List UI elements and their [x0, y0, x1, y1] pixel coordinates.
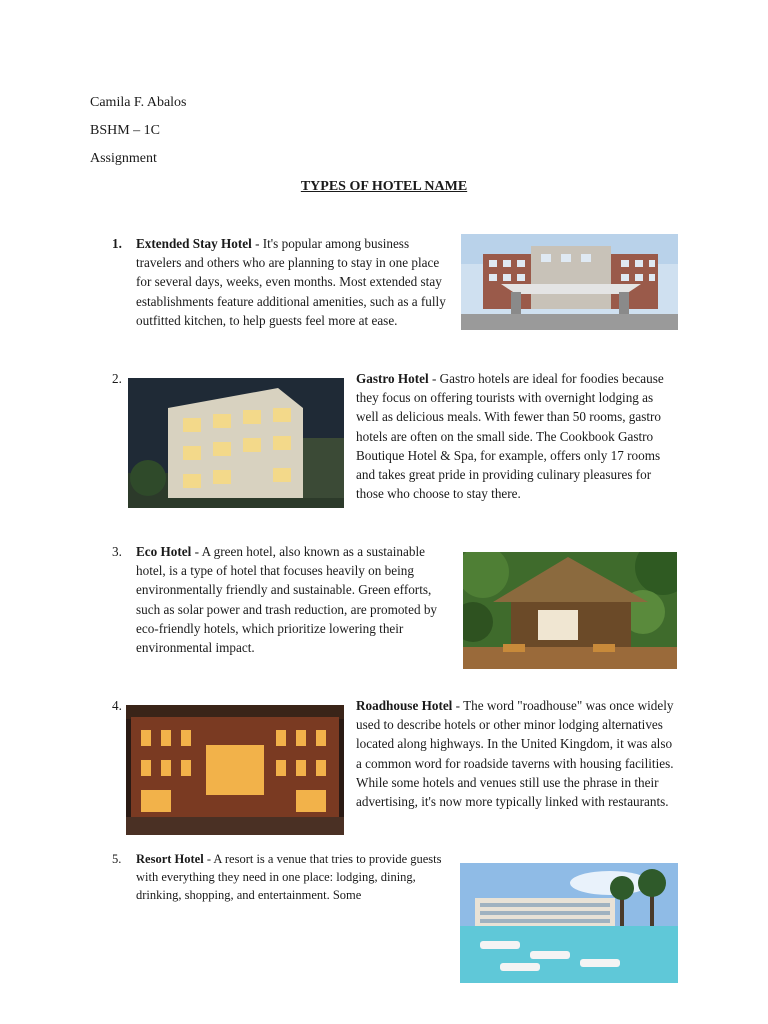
item-number: 1. [112, 236, 122, 251]
gastro-hotel-photo [128, 378, 344, 508]
item-eco [136, 542, 448, 657]
item-term: Roadhouse Hotel [356, 698, 453, 713]
item-description: - The word "roadhouse" was once widely used to describe hotels or other minor lodging alternatives located along highways. In the United Kingdom, it was also a common word for roadside taverns with housing facilities. While some hotels and venues still use the phrase in their advertising, it's now more typically linked with restaurants. [356, 698, 674, 810]
item-number: 4. [112, 698, 122, 713]
assignment-label: Assignment [90, 151, 157, 166]
item-description: - Gastro hotels are ideal for foodies because they focus on offering tourists with overnight lodging as well as delicious meals. With fewer than 50 rooms, gastro hotels are often on the small side. The Cookbook Gastro Boutique Hotel & Spa, for example, offers only 17 rooms and takes great pride in providing culinary pleasures for those who choose to stay there. [356, 371, 664, 502]
item-description: - A green hotel, also known as a sustainable hotel, is a type of hotel that focuses heavily on being environmentally friendly and sustainable. Green efforts, such as solar power and trash reduction, are promoted by eco-friendly hotels, which prioritize lowering their environmental impact. [136, 544, 438, 656]
item-term: Eco Hotel [136, 544, 192, 559]
class-section: BSHM – 1C [90, 123, 161, 138]
item-extended-stay [136, 234, 452, 330]
item-number: 2. [112, 371, 122, 386]
eco-hotel-photo [463, 552, 677, 669]
resort-hotel-photo [460, 863, 678, 983]
item-resort [136, 850, 444, 904]
roadhouse-hotel-photo [126, 705, 344, 835]
page-title: TYPES OF HOTEL NAME [300, 179, 468, 194]
extended-stay-hotel-photo [461, 234, 678, 330]
item-term: Gastro Hotel [356, 371, 429, 386]
item-number: 5. [112, 852, 122, 866]
item-number: 3. [112, 544, 122, 559]
item-term: Resort Hotel [136, 852, 204, 866]
item-description: - It's popular among business travelers and others who are planning to stay in one place for several days, weeks, even months. Most extended stay establishments feature additional amenities, such as a fully outfitted kitchen, to help guests feel more at ease. [136, 236, 446, 328]
item-term: Extended Stay Hotel [136, 236, 252, 251]
author-name: Camila F. Abalos [90, 95, 187, 110]
item-gastro [356, 369, 676, 503]
item-roadhouse [356, 696, 678, 811]
item-description: - A resort is a venue that tries to provide guests with everything they need in one place: lodging, dining, drinking, shopping, and entertainment. Some [136, 852, 442, 902]
